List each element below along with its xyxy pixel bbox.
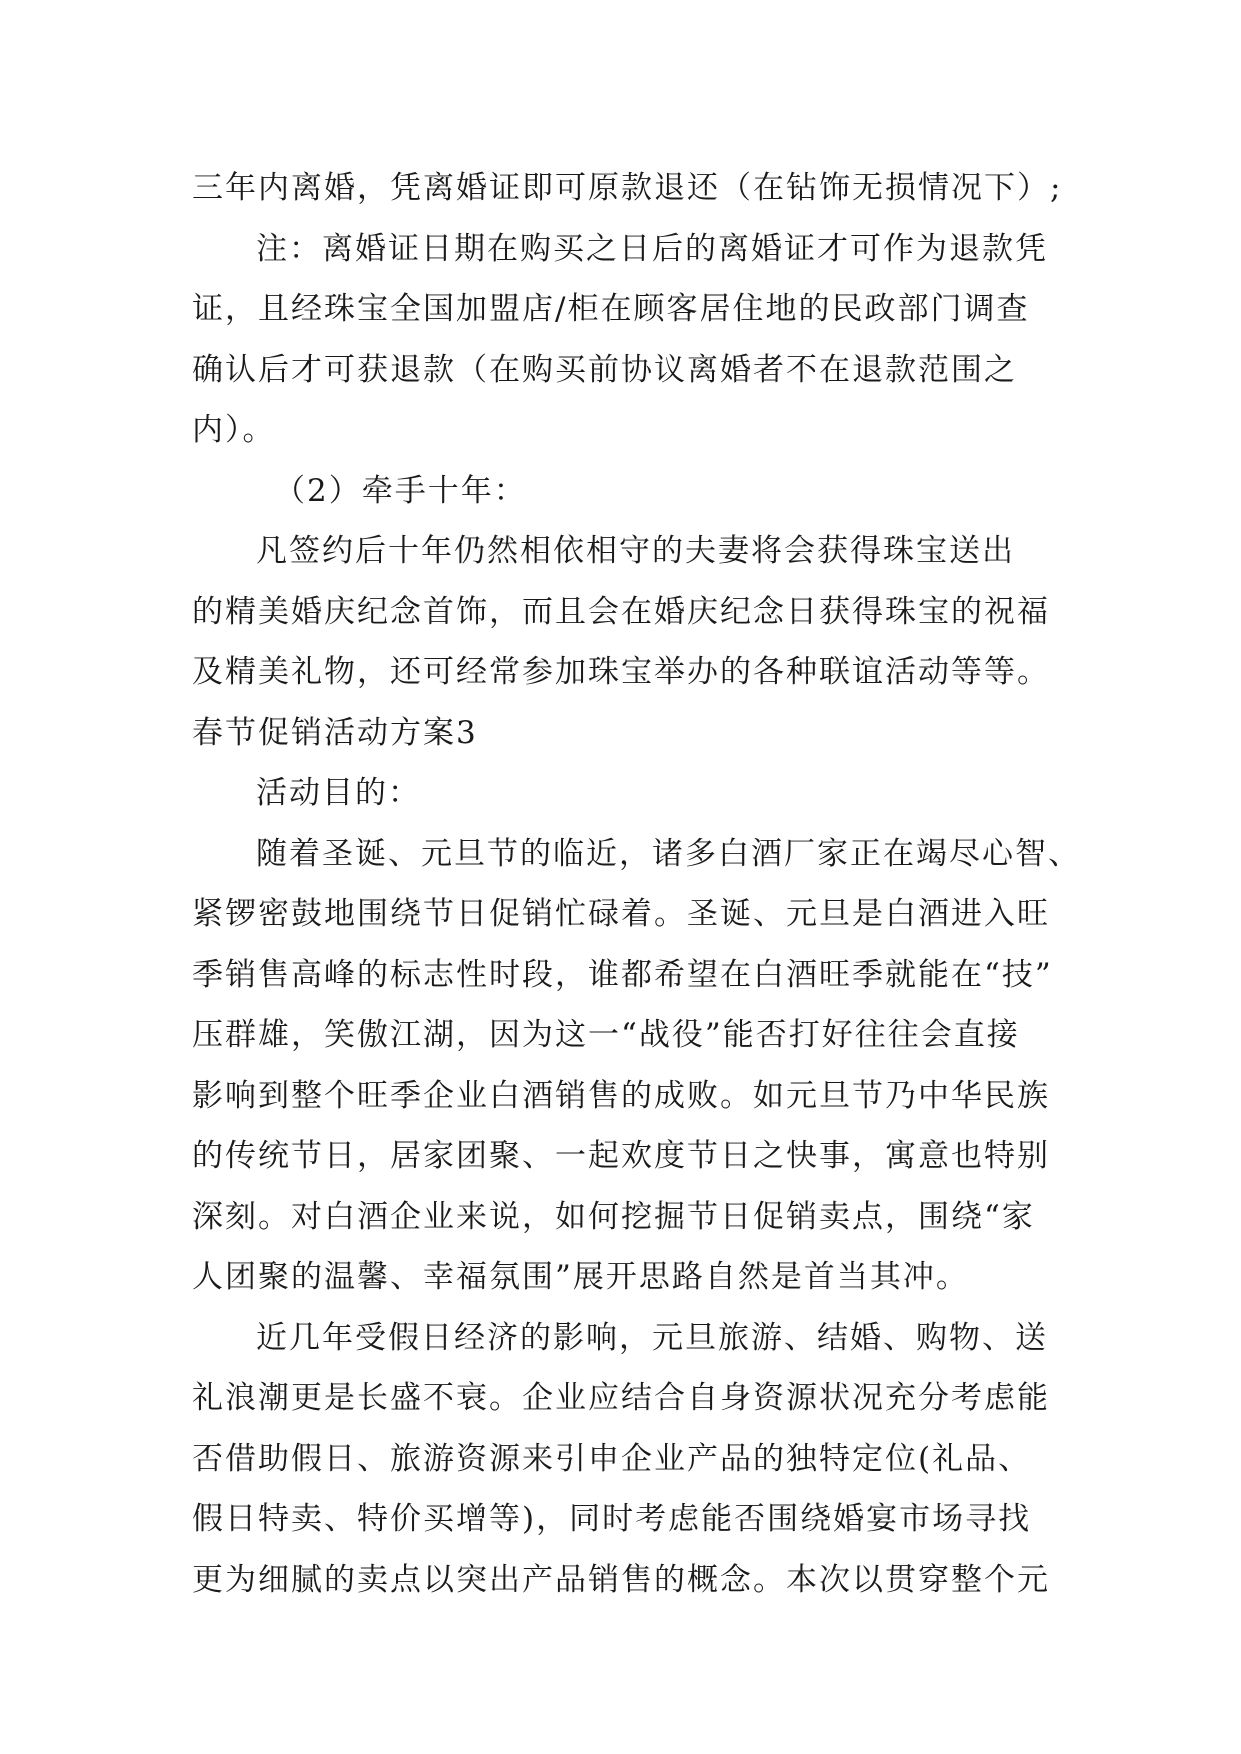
text-line: 季销售高峰的标志性时段，谁都希望在白酒旺季就能在“技” bbox=[192, 956, 1053, 993]
text-line: 随着圣诞、元旦节的临近，诸多白酒厂家正在竭尽心智、 bbox=[256, 835, 1081, 872]
text-line: 压群雄，笑傲江湖，因为这一“战役”能否打好往往会直接 bbox=[192, 1017, 1020, 1053]
text-line: 更为细腻的卖点以突出产品销售的概念。本次以贯穿整个元 bbox=[192, 1561, 1050, 1598]
text-line: 礼浪潮更是长盛不衰。企业应结合自身资源状况充分考虑能 bbox=[192, 1380, 1050, 1416]
text-line: 的精美婚庆纪念首饰，而且会在婚庆纪念日获得珠宝的祝福 bbox=[192, 593, 1050, 630]
text-line: 否借助假日、旅游资源来引申企业产品的独特定位(礼品、 bbox=[192, 1440, 1032, 1477]
document-title: 春节促销活动方案3 bbox=[192, 714, 478, 751]
text-line: 证，且经珠宝全国加盟店/柜在顾客居住地的民政部门调查 bbox=[192, 291, 1030, 327]
text-line: 及精美礼物，还可经常参加珠宝举办的各种联谊活动等等。 bbox=[192, 654, 1050, 690]
text-line: 凡签约后十年仍然相依相守的夫妻将会获得珠宝送出 bbox=[256, 533, 1015, 569]
text-line: 近几年受假日经济的影响，元旦旅游、结婚、购物、送 bbox=[256, 1319, 1048, 1356]
text-line: 影响到整个旺季企业白酒销售的成败。如元旦节乃中华民族 bbox=[192, 1077, 1050, 1114]
text-line: 内）。 bbox=[192, 412, 276, 448]
text-line: 的传统节日，居家团聚、一起欢度节日之快事，寓意也特别 bbox=[192, 1138, 1050, 1174]
text-line: 注：离婚证日期在购买之日后的离婚证才可作为退款凭 bbox=[256, 230, 1048, 267]
document-body bbox=[192, 158, 1081, 1610]
text-line: 假日特卖、特价买增等)，同时考虑能否围绕婚宴市场寻找 bbox=[192, 1501, 1032, 1537]
text-line: 紧锣密鼓地围绕节日促销忙碌着。圣诞、元旦是白酒进入旺 bbox=[192, 896, 1050, 932]
text-line: 确认后才可获退款（在购买前协议离婚者不在退款范围之 bbox=[192, 351, 1017, 388]
text-line: 深刻。对白酒企业来说，如何挖掘节日促销卖点，围绕“家 bbox=[192, 1198, 1035, 1235]
text-line: 三年内离婚，凭离婚证即可原款退还（在钻饰无损情况下）; bbox=[192, 170, 1063, 206]
text-line: 人团聚的温馨、幸福氛围”展开思路自然是首当其冲。 bbox=[192, 1259, 969, 1295]
section-heading: （2）牵手十年： bbox=[274, 472, 527, 509]
section-heading: 活动目的： bbox=[256, 775, 421, 811]
